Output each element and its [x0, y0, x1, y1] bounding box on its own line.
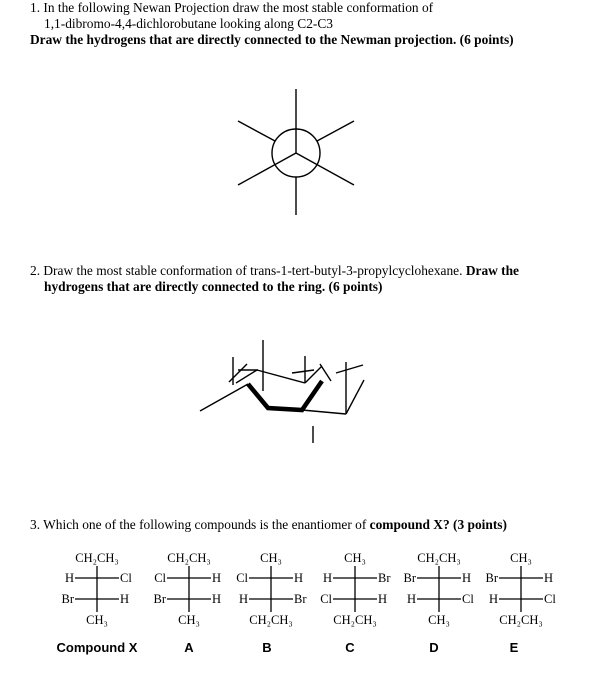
question-2-text: 2. Draw the most stable conformation of trans-1-tert-butyl-3-propylcyclohexane. — [30, 263, 463, 278]
fischer-row2-right: H — [120, 592, 130, 606]
chair-equatorial-5 — [336, 365, 363, 373]
chair-bond-back-middle — [257, 370, 305, 383]
fischer-row1-left: H — [64, 571, 74, 585]
question-3-bold: compound X? (3 points) — [369, 517, 507, 532]
fischer-bottom-group: CH₂CH₃ — [333, 613, 377, 627]
question-1-line-2: 1,1-dibromo-4,4-dichlorobutane looking along C2-C3 — [44, 16, 333, 31]
fischer-label: A — [184, 640, 194, 655]
fischer-row1-right: Cl — [120, 571, 132, 585]
question-3 — [30, 517, 600, 533]
chair-bond-back-right — [305, 366, 322, 383]
fischer-row2-right: H — [212, 592, 222, 606]
fischer-label: C — [345, 640, 355, 655]
fischer-row1-right: H — [212, 571, 222, 585]
fischer-compound-d — [404, 551, 475, 655]
chair-equatorial-1 — [229, 364, 247, 382]
fischer-top-group: CH₂CH₃ — [417, 551, 461, 565]
question-2 — [30, 263, 600, 295]
fischer-top-group: CH₃ — [260, 551, 282, 565]
fischer-label: B — [262, 640, 272, 655]
fischer-label: D — [429, 640, 439, 655]
fischer-row1-left: Cl — [236, 571, 248, 585]
fischer-row1-left: Cl — [154, 571, 166, 585]
fischer-bottom-group: CH₂CH₃ — [249, 613, 293, 627]
fischer-compound-e — [486, 551, 557, 655]
fischer-row1-right: Br — [378, 571, 391, 585]
newman-back-bond-upper-left — [238, 121, 275, 141]
question-3-text: 3. Which one of the following compounds is the enantiomer of — [30, 517, 367, 532]
fischer-label: Compound X — [56, 640, 138, 655]
chair-bond-front-right — [302, 410, 346, 414]
chair-equatorial-4 — [320, 364, 331, 381]
fischer-top-group: CH₂CH₃ — [167, 551, 211, 565]
question-2-bold: Draw the — [465, 263, 520, 278]
fischer-row1-right: H — [544, 571, 554, 585]
fischer-top-group: CH₃ — [510, 551, 532, 565]
fischer-row1-left: H — [322, 571, 332, 585]
fischer-row1-left: Br — [485, 571, 498, 585]
fischer-row2-right: H — [378, 592, 388, 606]
newman-front-bond-right — [296, 153, 354, 185]
fischer-bottom-group: CH₃ — [428, 613, 450, 627]
fischer-row1-left: Br — [403, 571, 416, 585]
fischer-compound-b — [236, 551, 307, 655]
fischer-row2-right: Br — [294, 592, 307, 606]
fischer-compound-a — [154, 551, 222, 655]
fischer-top-group: CH₃ — [344, 551, 366, 565]
chair-bond-front-bold — [248, 381, 322, 410]
newman-back-carbon — [272, 129, 320, 177]
fischer-bottom-group: CH₂CH₃ — [499, 613, 543, 627]
fischer-bottom-group: CH₃ — [178, 613, 200, 627]
fischer-compound-x — [57, 551, 138, 655]
fischer-row2-left: H — [406, 592, 416, 606]
fischer-top-group: CH₂CH₃ — [75, 551, 119, 565]
fischer-compound-c — [320, 551, 391, 655]
chair-bond-front-left — [200, 384, 248, 411]
fischer-row2-left: H — [238, 592, 248, 606]
question-1-line-1: 1. In the following Newan Projection draw the most stable conformation of — [30, 0, 434, 15]
fischer-row2-left: Br — [153, 592, 166, 606]
question-2-line-1 — [30, 263, 600, 279]
fischer-row2-left: Cl — [320, 592, 332, 606]
chair-bond-right-top — [346, 380, 364, 414]
question-1-instruction: Draw the hydrogens that are directly connected to the Newman projection. (6 points) — [30, 32, 514, 47]
fischer-row2-left: Br — [61, 592, 74, 606]
fischer-row1-right: H — [462, 571, 472, 585]
fischer-label: E — [509, 640, 519, 655]
question-2-line-2: hydrogens that are directly connected to the ring. (6 points) — [44, 279, 383, 294]
question-1 — [30, 0, 600, 48]
fischer-bottom-group: CH₃ — [86, 613, 108, 627]
fischer-row1-right: H — [294, 571, 304, 585]
fischer-row2-left: H — [488, 592, 498, 606]
newman-front-bond-left — [238, 153, 296, 185]
fischer-row2-right: Cl — [544, 592, 556, 606]
fischer-row2-right: Cl — [462, 592, 474, 606]
chair-equatorial-3 — [292, 370, 314, 373]
chair-bond-back-left — [236, 370, 257, 383]
newman-back-bond-upper-right — [317, 121, 354, 141]
